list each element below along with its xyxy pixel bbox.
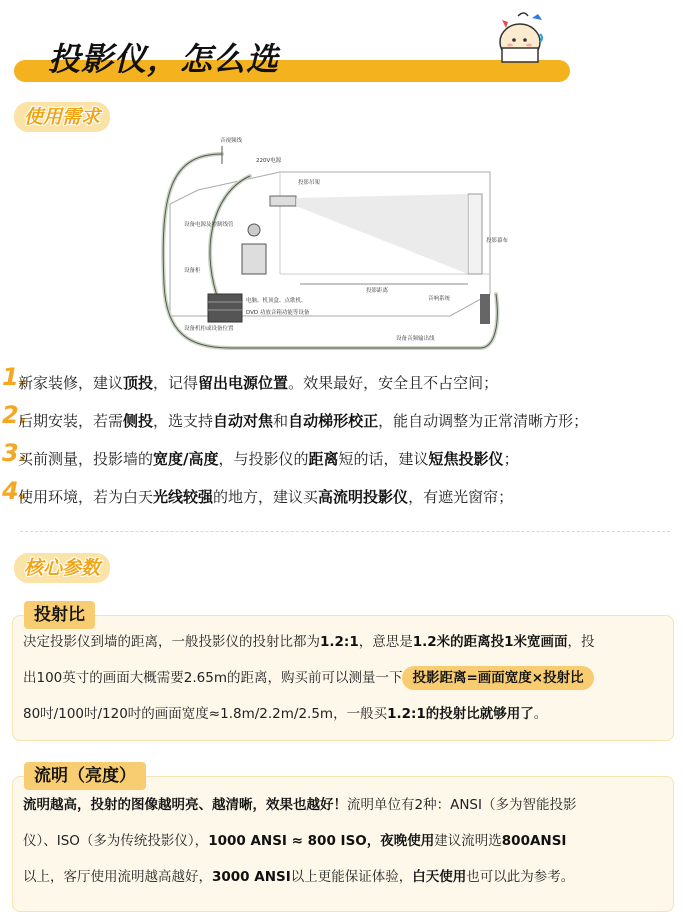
label-screen: 投影幕布 (486, 238, 509, 244)
need-text (18, 370, 498, 396)
text: ，能自动调整为正常清晰方形； (378, 412, 589, 430)
lumen-line-2 (13, 823, 673, 859)
text: 和 (273, 412, 289, 430)
need-item (2, 363, 683, 406)
need-item (2, 401, 683, 444)
label-power-wire: 设备电源及控制线管 (184, 222, 234, 228)
lumen-card (12, 776, 674, 912)
throw-ratio-card (12, 615, 674, 741)
text: 出100英寸的画面大概需要2.65m的距离，购买前可以测量一下 (23, 670, 403, 686)
divider (20, 531, 670, 532)
lumen-line-1 (13, 787, 673, 823)
label-devices: 电脑、机顶盒、点歌机、 (246, 298, 307, 304)
bold-text: 自动对焦 (213, 412, 274, 430)
section-usage-heading: 使用需求 (14, 102, 110, 132)
bold-text: 3000 ANSI (212, 869, 291, 885)
need-number: 3. (2, 439, 28, 467)
text: ，意思是 (358, 634, 413, 650)
bold-text: 距离 (308, 450, 339, 468)
need-text (18, 408, 588, 434)
text: ，选支持 (153, 412, 214, 430)
label-cabinet-bottom: 设备机柜或设备位置 (184, 326, 234, 332)
text: 新家装修，建议 (18, 374, 124, 392)
text: 仪）、ISO（多为传统投影仪）， (23, 833, 209, 849)
text: 的地方，建议买 (213, 488, 319, 506)
text: 80吋/100吋/120吋的画面宽度≈1.8m/2.2m/2.5m，一般买 (23, 706, 388, 722)
lumen-tag: 流明（亮度） (24, 762, 146, 790)
bold-text: 侧投 (123, 412, 154, 430)
text: 使用环境，若为白天 (18, 488, 154, 506)
text: 后期安装，若需 (18, 412, 124, 430)
projector-installation-diagram (150, 134, 522, 362)
needs-list (2, 363, 683, 520)
text: 决定投影仪到墙的距离，一般投影仪的投射比都为 (23, 634, 320, 650)
bold-text: 1000 ANSI ≈ 800 ISO，夜晚使用 (208, 833, 435, 849)
need-number: 4. (2, 477, 28, 505)
text: ，投 (567, 634, 595, 650)
formula-pill: 投影距离=画面宽度×投射比 (402, 666, 593, 690)
text: 流明单位有2种：ANSI（多为智能投影 (347, 797, 577, 813)
bold-text: 1.2:1 (320, 634, 359, 650)
text: ，有遮光窗帘； (408, 488, 514, 506)
need-text (18, 484, 513, 510)
page-title: 投影仪，怎么选 (48, 40, 280, 78)
section-params-heading: 核心参数 (14, 553, 110, 583)
bold-text: 白天使用 (412, 869, 467, 885)
text: ，记得 (153, 374, 199, 392)
text: ，与投影仪的 (218, 450, 309, 468)
label-audio-output: 设备音频输出线 (396, 336, 435, 342)
lumen-line-3 (13, 859, 673, 895)
bold-text: 留出电源位置 (198, 374, 289, 392)
label-speaker: 音响系统 (428, 296, 451, 302)
need-item (2, 477, 683, 520)
bold-text: 自动梯形校正 (288, 412, 379, 430)
throw-ratio-line-3 (13, 696, 673, 732)
bold-text: 光线较强 (153, 488, 214, 506)
text: 。 (533, 706, 548, 722)
title-block (10, 28, 570, 88)
throw-ratio-line-1 (13, 624, 673, 660)
need-number: 2. (2, 401, 28, 429)
label-equipment-cabinet: 设备柜 (184, 268, 201, 274)
bold-text: 流明越高，投射的图像越明亮、越清晰，效果也越好！ (23, 797, 347, 813)
label-power-220v: 220V电源 (256, 158, 282, 164)
label-throw-distance: 投影距离 (366, 288, 389, 294)
bold-text: 短焦投影仪 (428, 450, 504, 468)
mascot-icon (492, 8, 552, 66)
text: 以上，客厅使用流明越高越好， (23, 869, 212, 885)
need-text (18, 446, 519, 472)
text: 建议流明选 (434, 833, 502, 849)
text: 以上更能保证体验， (290, 869, 413, 885)
text: 。效果最好，安全且不占空间； (288, 374, 499, 392)
bold-text: 800ANSI (501, 833, 567, 849)
throw-ratio-line-2 (13, 660, 673, 696)
need-item (2, 439, 683, 482)
label-projector-hanger: 投影吊架 (298, 180, 321, 186)
need-number: 1. (2, 363, 28, 391)
text: 短的话，建议 (338, 450, 429, 468)
label-dvd: DVD 功放音箱功能等设备 (246, 310, 310, 316)
text: 也可以此为参考。 (466, 869, 575, 885)
throw-ratio-tag: 投射比 (24, 601, 95, 629)
bold-text: 顶投 (123, 374, 154, 392)
bold-text: 高流明投影仪 (318, 488, 409, 506)
bold-text: 1.2:1的投射比就够用了 (387, 706, 534, 722)
text: ； (503, 450, 519, 468)
text: 买前测量，投影墙的 (18, 450, 154, 468)
bold-text: 宽度/高度 (153, 450, 219, 468)
label-av-cable: 音视频线 (220, 138, 243, 144)
bold-text: 1.2米的距离投1米宽画面 (412, 634, 568, 650)
